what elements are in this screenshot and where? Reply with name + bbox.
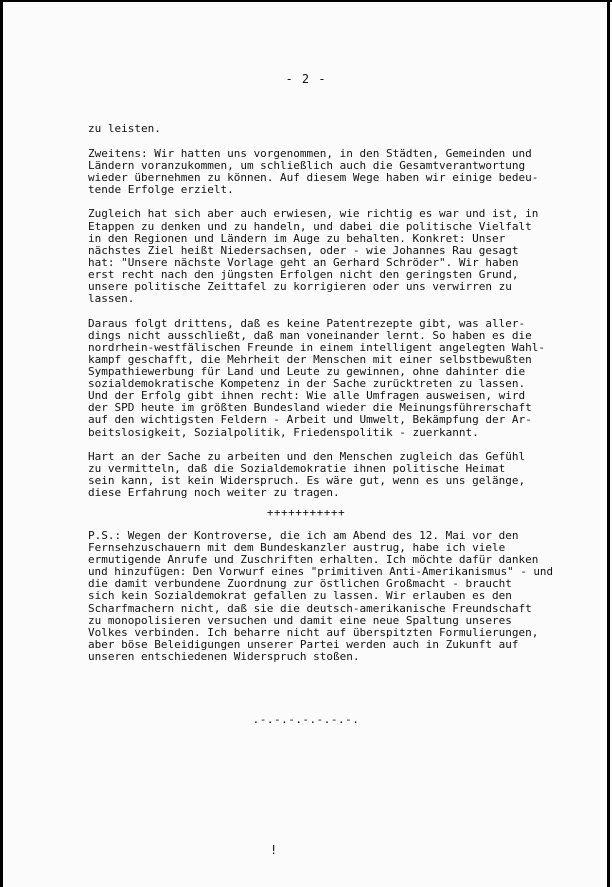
end-separator: .-.-.-.-.-.-.-. xyxy=(252,713,360,726)
text-line: Hart an der Sache zu arbeiten und den Menschen zugleich das Gefühl xyxy=(88,450,526,464)
text-line: Zweitens: Wir hatten uns vorgenommen, in den Städten, Gemeinden und xyxy=(88,146,532,160)
text-line: Sympathiewerbung für Land und Leute zu gewinnen, ohne dahinter die xyxy=(88,365,526,379)
text-line: P.S.: Wegen der Kontroverse, die ich am Abend des 12. Mai vor den xyxy=(88,529,519,542)
text-line: Volkes verbinden. Ich beharre nicht auf überspitzten Formulierungen, xyxy=(88,625,539,639)
scan-border-right xyxy=(607,0,610,887)
footer-mark: ! xyxy=(270,843,278,857)
text-line: hat: "Unsere nächste Vorlage geht an Gerhard Schröder". Wir haben xyxy=(88,255,519,269)
text-line: nordrhein-westfälischen Freunde in einem intelligent angelegten Wahl- xyxy=(88,340,545,354)
text-line: wieder übernehmen zu können. Auf diesem Wege haben wir einige bedeu- xyxy=(88,170,539,184)
text-line: die damit verbundene Zuordnung zur östlichen Großmacht - braucht xyxy=(88,577,512,591)
postscript xyxy=(88,530,553,663)
text-line: unseren entschiedenen Widerspruch stoßen. xyxy=(88,649,360,663)
text-line: tende Erfolge erzielt. xyxy=(88,182,234,196)
text-line: kampf geschafft, die Mehrheit der Menschen mit einer selbstbewußten xyxy=(88,353,532,366)
text-line: diese Erfahrung noch weiter zu tragen. xyxy=(88,486,340,500)
paragraph-2 xyxy=(88,148,553,196)
text-line: sozialdemokratische Kompetenz in der Sache zurücktreten zu lassen. xyxy=(88,377,526,391)
text-line: beitslosigkeit, Sozialpolitik, Friedenspolitik - zuerkannt. xyxy=(88,425,479,439)
text-line: dings nicht ausschließt, daß man voneinander lernt. So haben es die xyxy=(88,328,532,342)
text-line: auf den wichtigsten Feldern - Arbeit und Umwelt, Bekämpfung der Ar- xyxy=(88,413,532,427)
text-line: in den Regionen und Ländern im Auge zu behalten. Konkret: Unser xyxy=(88,231,506,245)
text-line: Scharfmachern nicht, daß sie die deutsch-amerikanische Freundschaft xyxy=(88,601,532,615)
text-line: zu leisten. xyxy=(88,122,161,135)
text-line: Zugleich hat sich aber auch erwiesen, wie richtig es war und ist, in xyxy=(88,207,539,221)
text-line: sich kein Sozialdemokrat gefallen zu lassen. Wir erlauben es den xyxy=(88,589,512,603)
text-line: Ländern voranzukommen, um schließlich auch die Gesamtverantwortung xyxy=(88,158,526,172)
scan-border-top xyxy=(0,0,612,2)
text-line: zu monopolisieren versuchen und damit eine neue Spaltung unseres xyxy=(88,613,512,627)
text-line: lassen. xyxy=(88,292,135,306)
paragraph-5 xyxy=(88,451,553,499)
paragraph-4 xyxy=(88,318,553,439)
text-line: und hinzufügen: Den Vorwurf eines "primitiven Anti-Amerikanismus" - und xyxy=(88,565,554,579)
paragraph-1 xyxy=(88,123,553,135)
text-line: zu vermitteln, daß die Sozialdemokratie ihnen politische Heimat xyxy=(88,462,506,476)
text-line: Und der Erfolg gibt ihnen recht: Wie alle Umfragen ausweisen, wird xyxy=(88,389,526,403)
text-line: nächstes Ziel heißt Niedersachsen, oder - wie Johannes Rau gesagt xyxy=(88,243,519,257)
text-line: Fernsehzuschauern mit dem Bundeskanzler austrug, habe ich viele xyxy=(88,541,506,555)
text-line: sein kann, ist kein Widerspruch. Es wäre gut, wenn es uns gelänge, xyxy=(88,474,526,488)
text-line: aber böse Beleidigungen unserer Partei werden auch in Zukunft auf xyxy=(88,637,519,651)
text-line: unsere politische Zeittafel zu korrigieren oder uns verwirren zu xyxy=(88,280,512,294)
text-line: Etappen zu denken und zu handeln, und dabei die politische Vielfalt xyxy=(88,219,532,233)
paragraph-3 xyxy=(88,208,553,305)
text-line: der SPD heute im größten Bundesland wieder die Meinungsführerschaft xyxy=(88,401,532,415)
body-text xyxy=(88,123,553,512)
page-number: - 2 - xyxy=(285,72,327,86)
text-line: ermutigende Anrufe und Zuschriften erhalten. Ich möchte dafür danken xyxy=(88,553,539,567)
text-line: Daraus folgt drittens, daß es keine Patentrezepte gibt, was aller- xyxy=(88,316,526,330)
scan-border-left xyxy=(0,0,3,887)
text-line: erst recht nach den jüngsten Erfolgen nicht den geringsten Grund, xyxy=(88,267,519,281)
section-separator: +++++++++++ xyxy=(266,506,346,519)
